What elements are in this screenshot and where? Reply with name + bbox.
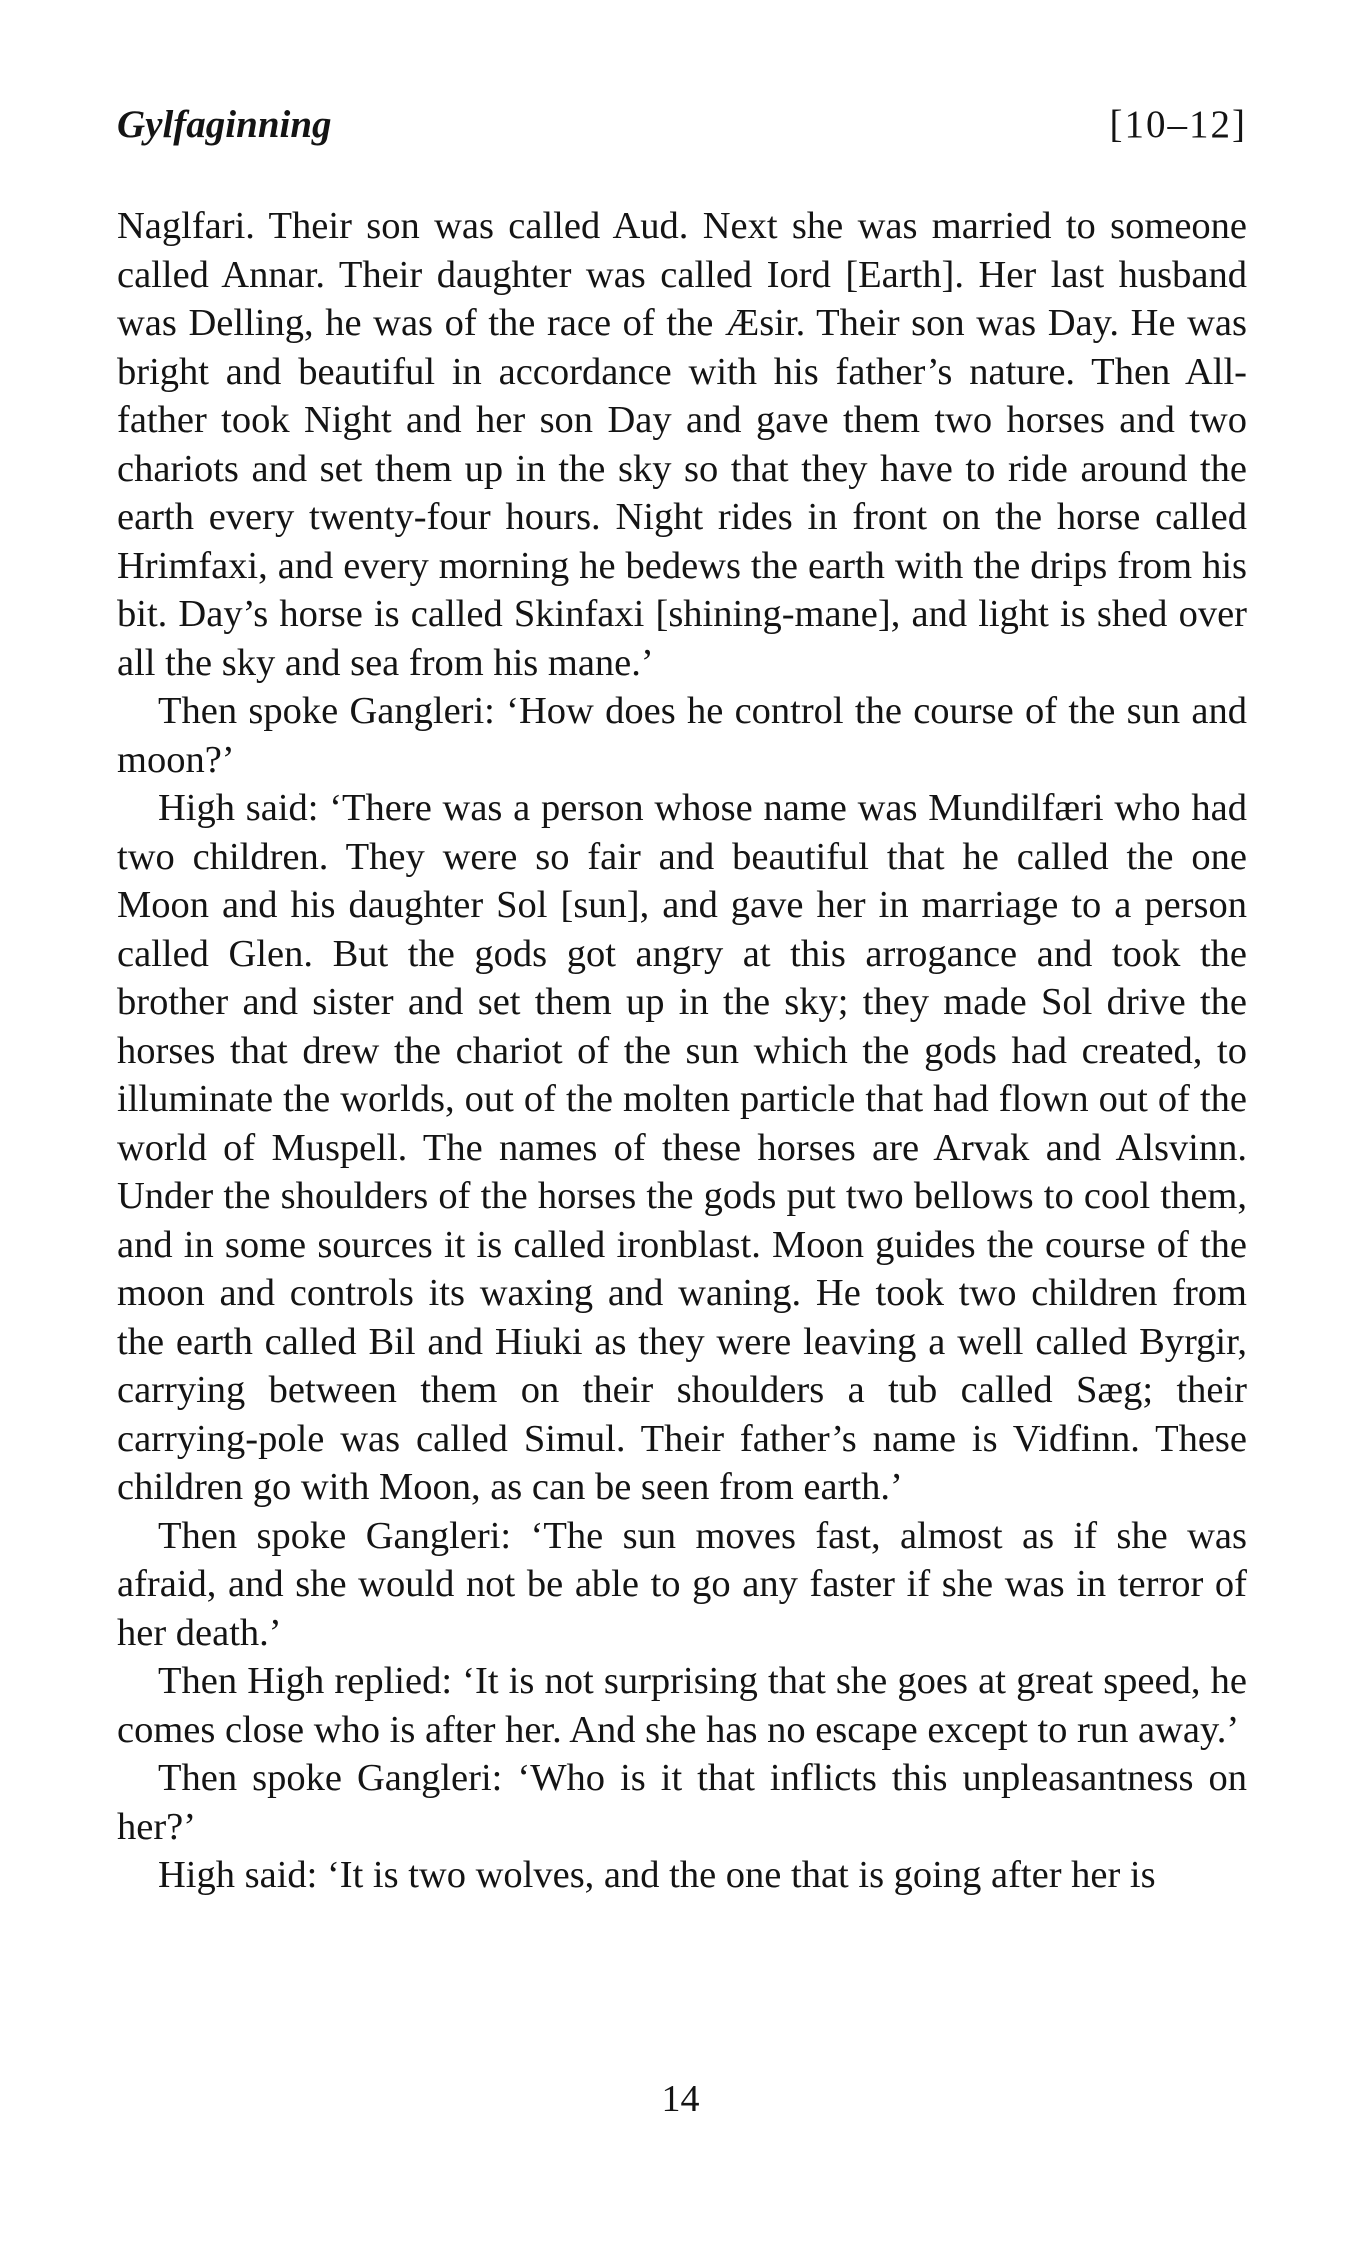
body-text xyxy=(117,202,1247,1900)
paragraph: Then spoke Gangleri: ‘How does he control the course of the sun and moon?’ xyxy=(117,690,1247,781)
paragraph: Naglfari. Their son was called Aud. Next she was married to someone called Annar. Their daughter was called Iord [Earth]. Her last husband was Delling, he was of the race of the Æsir. Their son was Day. He was bright and beautiful in accordance with his father’s nature. Then All-father took Night and her son Day and gave them two horses and two chariots and set them up in the sky so that they have to ride around the earth every twenty-four hours. Night rides in front on the horse called Hrimfaxi, and every morning he bedews the earth with the drips from his bit. Day’s horse is called Skinfaxi [shining-mane], and light is shed over all the sky and sea from his mane.’ xyxy=(117,205,1247,684)
paragraph: High said: ‘It is two wolves, and the one that is going after her is xyxy=(158,1854,1156,1896)
paragraph: High said: ‘There was a person whose name was Mundilfæri who had two children. They were so fair and beautiful that he called the one Moon and his daughter Sol [sun], and gave her in marriage to a person called Glen. But the gods got angry at this arrogance and took the brother and sister and set them up in the sky; they made Sol drive the horses that drew the chariot of the sun which the gods had created, to illuminate the worlds, out of the molten particle that had flown out of the world of Muspell. The names of these horses are Arvak and Alsvinn. Under the shoulders of the horses the gods put two bellows to cool them, and in some sources it is called ironblast. Moon guides the course of the moon and controls its waxing and waning. He took two children from the earth called Bil and Hiuki as they were leaving a well called Byrgir, carrying between them on their shoulders a tub called Sæg; their carrying-pole was called Simul. Their father’s name is Vidfinn. These children go with Moon, as can be seen from earth.’ xyxy=(117,787,1247,1508)
running-title: Gylfaginning xyxy=(117,103,332,146)
page-number: 14 xyxy=(661,2078,700,2120)
book-page xyxy=(117,100,1247,1900)
paragraph: Then spoke Gangleri: ‘The sun moves fast, almost as if she was afraid, and she would not be able to go any faster if she was in terror of her death.’ xyxy=(117,1514,1247,1654)
section-reference: [10–12] xyxy=(1109,103,1247,146)
paragraph: Then spoke Gangleri: ‘Who is it that inflicts this unpleasantness on her?’ xyxy=(117,1757,1247,1848)
running-header xyxy=(117,100,1247,160)
paragraph: Then High replied: ‘It is not surprising that she goes at great speed, he comes close who is after her. And she has no escape except to run away.’ xyxy=(117,1660,1247,1751)
